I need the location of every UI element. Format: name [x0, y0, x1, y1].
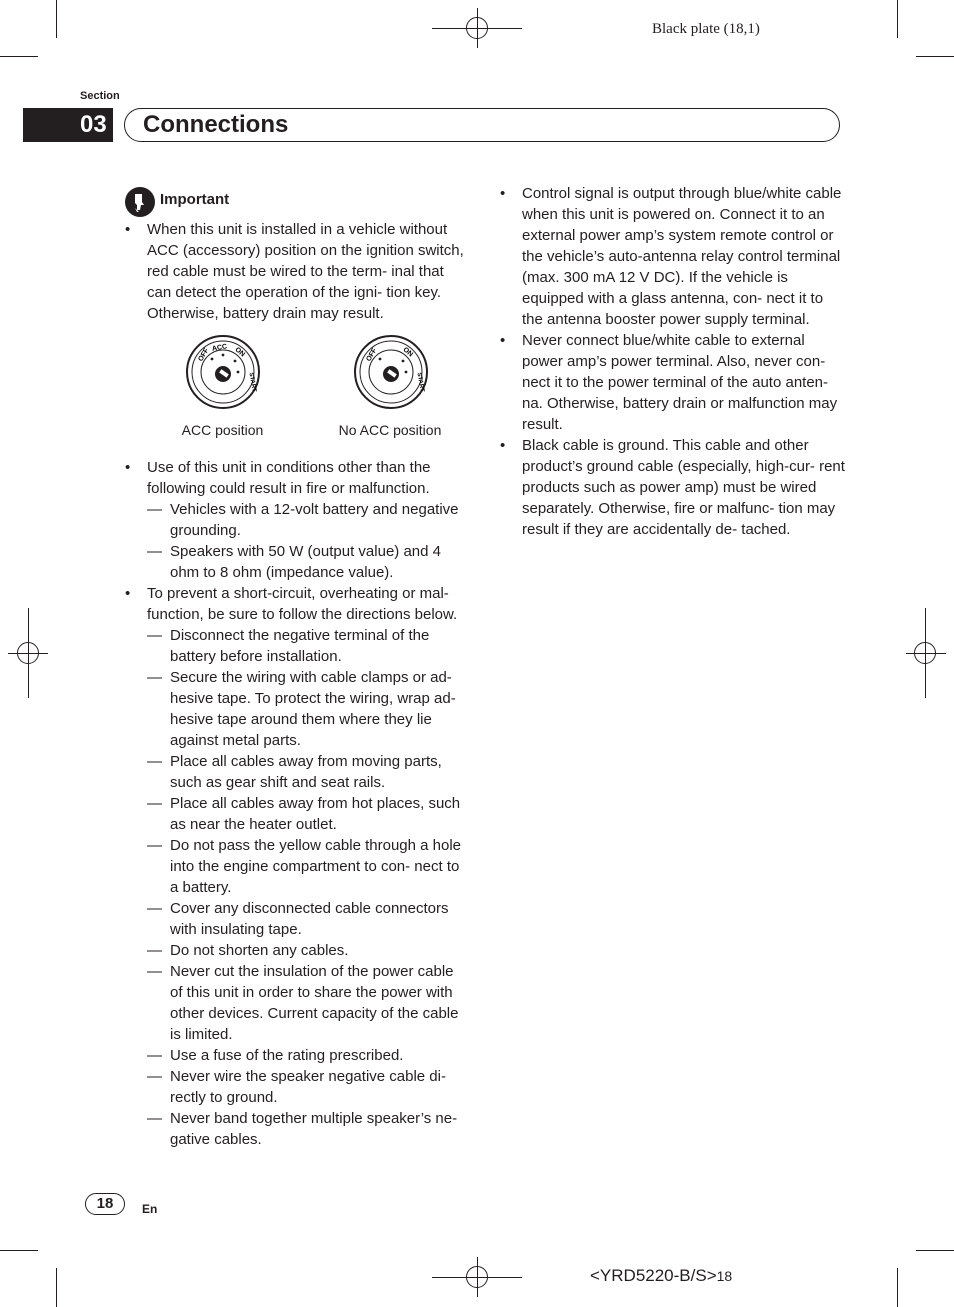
model-page: 18 [716, 1268, 733, 1284]
important-icon [125, 187, 155, 217]
dash: — [147, 1068, 162, 1085]
dash: — [147, 900, 162, 917]
dash: — [147, 963, 162, 980]
dash: — [147, 837, 162, 854]
registration-circle [466, 17, 488, 39]
switch-text: START [247, 372, 257, 393]
dash: — [147, 543, 162, 560]
dash: — [147, 669, 162, 686]
sub-text: Place all cables away from hot places, such as near the heater outlet. [170, 795, 461, 833]
switch-text: ON [401, 346, 414, 359]
item-text: Black cable is ground. This cable and other product’s ground cable (especially, high-cur- rent products such as power amp) must be wired separately. Otherwise, fire or malfunc- tion may result if they are accidentally de- tached. [522, 437, 845, 538]
acc-switch-icon [185, 334, 261, 410]
sub-item [125, 1108, 470, 1150]
bullet: • [500, 185, 506, 202]
acc-position-label: ACC position [181, 422, 264, 438]
sub-item [125, 1066, 470, 1108]
list-item [125, 457, 470, 499]
switch-text: START [415, 372, 425, 393]
item-text: Never connect blue/white cable to external power amp’s power terminal. Also, never con- nect it to the power terminal of the auto anten- na. Otherwise, battery drain or malfunction may result. [522, 332, 838, 433]
sub-item [125, 541, 470, 583]
crop-mark [0, 56, 38, 57]
sub-item [125, 835, 470, 898]
ignition-figure [125, 324, 470, 450]
dash: — [147, 795, 162, 812]
crop-mark [916, 1250, 954, 1251]
sub-item [125, 1045, 470, 1066]
dash: — [147, 1047, 162, 1064]
section-number: 03 [23, 108, 113, 142]
list-item [500, 183, 845, 330]
section-label: Section [80, 90, 120, 102]
bullet: • [125, 585, 131, 602]
sub-item [125, 940, 470, 961]
sub-item [125, 751, 470, 793]
section-title: Connections [143, 111, 289, 138]
sub-text: Never band together multiple speaker’s ne- gative cables. [170, 1110, 458, 1148]
sub-text: Secure the wiring with cable clamps or ad- hesive tape. To protect the wiring, wrap ad- hesive tape around them where they lie against metal parts. [170, 669, 456, 749]
no-acc-position-label: No ACC position [338, 422, 442, 438]
registration-circle [466, 1266, 488, 1288]
sub-text: Speakers with 50 W (output value) and 4 ohm to 8 ohm (impedance value). [170, 543, 441, 581]
sub-item [125, 961, 470, 1045]
switch-text: ACC [211, 343, 228, 353]
sub-text: Vehicles with a 12-volt battery and negative grounding. [170, 501, 459, 539]
sub-item [125, 625, 470, 667]
no-acc-switch-icon [353, 334, 429, 410]
list-item [125, 219, 470, 324]
bullet: • [125, 459, 131, 476]
item-text: To prevent a short-circuit, overheating or mal- function, be sure to follow the directions below. [147, 585, 458, 623]
dash: — [147, 753, 162, 770]
crop-mark [916, 56, 954, 57]
crop-mark [56, 1268, 57, 1307]
sub-text: Disconnect the negative terminal of the battery before installation. [170, 627, 430, 665]
registration-circle [17, 642, 39, 664]
crop-mark [0, 1250, 38, 1251]
right-column [500, 183, 845, 540]
sub-text: Do not shorten any cables. [170, 942, 349, 959]
list-item [500, 435, 845, 540]
sub-text: Do not pass the yellow cable through a hole into the engine compartment to con- nect to a battery. [170, 837, 462, 896]
item-text: When this unit is installed in a vehicle without ACC (accessory) position on the ignition switch, red cable must be wired to the term- inal that can detect the operation of the igni- tion key. Otherwise, battery drain may result. [147, 221, 464, 322]
bullet: • [500, 437, 506, 454]
model-code [590, 1266, 732, 1286]
sub-item [125, 898, 470, 940]
bullet: • [500, 332, 506, 349]
model-name: <YRD5220-B/S> [590, 1266, 717, 1285]
dash: — [147, 501, 162, 518]
crop-mark [897, 1268, 898, 1307]
switch-text: OFF [197, 347, 211, 363]
dash: — [147, 1110, 162, 1127]
page-number: 18 [85, 1193, 125, 1215]
bullet: • [125, 221, 131, 238]
important-label: Important [160, 191, 230, 208]
dash: — [147, 627, 162, 644]
registration-circle [914, 642, 936, 664]
list-item [125, 583, 470, 625]
plate-label: Black plate (18,1) [652, 21, 760, 37]
sub-text: Use a fuse of the rating prescribed. [170, 1047, 404, 1064]
list-item [500, 330, 845, 435]
crop-mark [56, 0, 57, 38]
sub-text: Place all cables away from moving parts, such as gear shift and seat rails. [170, 753, 442, 791]
item-text: Use of this unit in conditions other than the following could result in fire or malfunction. [147, 459, 431, 497]
dash: — [147, 942, 162, 959]
switch-text: OFF [365, 347, 379, 363]
sub-item [125, 499, 470, 541]
language-label: En [142, 1202, 158, 1216]
item-text: Control signal is output through blue/white cable when this unit is powered on. Connect it to an external power amp’s system remote control or the vehicle’s auto-antenna relay control terminal (max. 300 mA 12 V DC). If the vehicle is equipped with a glass antenna, con- nect it to the antenna booster power supply terminal. [522, 185, 842, 328]
sub-item [125, 667, 470, 751]
sub-text: Never cut the insulation of the power cable of this unit in order to share the power with other devices. Current capacity of the cable is limited. [170, 963, 459, 1043]
sub-item [125, 793, 470, 835]
sub-text: Never wire the speaker negative cable di- rectly to ground. [170, 1068, 446, 1106]
left-column [125, 219, 470, 1150]
switch-text: ON [233, 346, 246, 359]
sub-text: Cover any disconnected cable connectors with insulating tape. [170, 900, 449, 938]
crop-mark [897, 0, 898, 38]
